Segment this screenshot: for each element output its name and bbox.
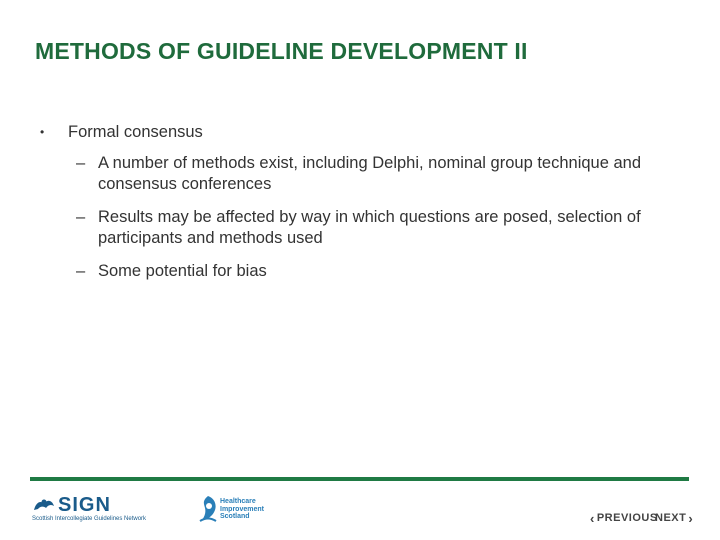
sign-wordmark: SIGN [58,494,111,516]
sub-bullet-item [76,261,688,282]
sub-bullet-list [76,153,688,282]
thistle-icon [32,496,56,514]
sub-bullet-symbol: – [76,154,86,172]
sub-bullet-text: Some potential for bias [98,262,267,280]
sub-bullet-item [76,207,688,249]
sub-bullet-text: Results may be affected by way in which questions are posed, selection of participants and methods used [98,208,641,247]
chevron-right-icon: › [688,510,694,526]
his-line-2: Improvement [220,505,264,513]
slide-title: METHODS OF GUIDELINE DEVELOPMENT II [35,38,528,64]
sub-bullet-item [76,153,688,195]
previous-label: PREVIOUS [596,512,658,524]
his-line-1: Healthcare [220,498,256,505]
sign-subtitle: Scottish Intercollegiate Guidelines Network [32,516,147,522]
footer [0,492,720,532]
sub-bullet-symbol: – [76,262,86,280]
bullet-item [38,122,688,143]
bullet-list [38,122,688,294]
sign-logo [32,492,177,528]
sub-bullet-text: A number of methods exist, including Delphi, nominal group technique and consensus conferences [98,154,642,193]
his-emblem-icon [197,494,219,524]
his-line-3: Scotland [220,513,250,520]
previous-button[interactable] [588,512,658,524]
sub-bullet-symbol: – [76,208,86,226]
bullet-text: Formal consensus [68,123,203,141]
his-logo [197,494,287,530]
next-button[interactable] [655,512,695,524]
bullet-symbol: • [40,125,45,139]
chevron-left-icon: ‹ [590,510,595,526]
next-label: NEXT [655,512,687,524]
footer-divider [30,477,689,481]
his-text [220,498,264,521]
